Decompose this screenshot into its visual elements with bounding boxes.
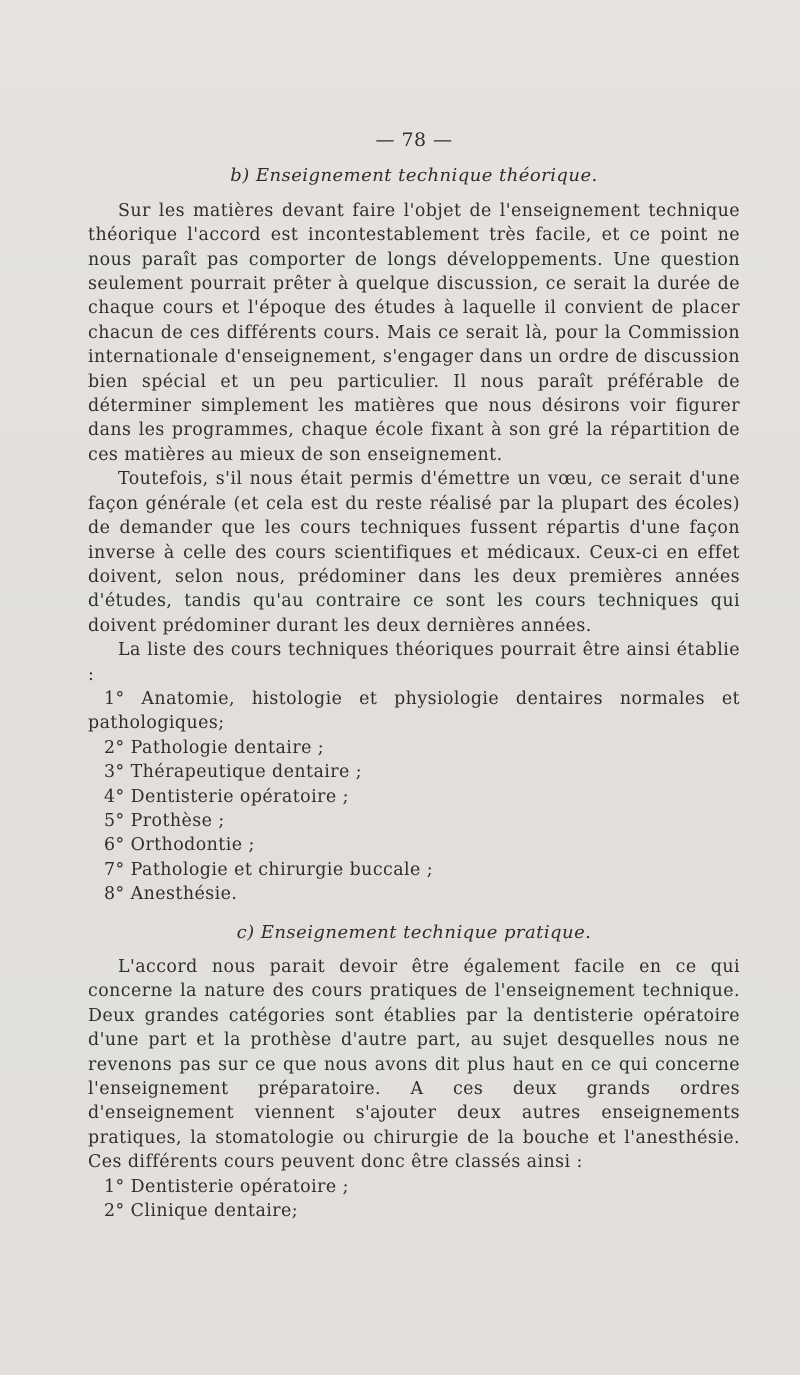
list-item: 8° Anesthésie. xyxy=(104,884,238,905)
list-item: 3° Thérapeutique dentaire ; xyxy=(104,762,363,783)
list-item: 6° Orthodontie ; xyxy=(104,835,255,856)
spacer xyxy=(88,907,740,913)
paragraph: La liste des cours techniques théoriques pourrait être ainsi établie : xyxy=(88,640,740,685)
section-heading-b: b) Enseignement technique théorique. xyxy=(230,165,598,187)
page-text xyxy=(88,128,740,1223)
list-item: 4° Dentisterie opératoire ; xyxy=(104,786,349,807)
paragraph: Sur les matières devant faire l'objet de l'enseignement technique théorique l'accord est incontestablement très facile, et ce point ne nous paraît pas comporter de longs développements. Une question seulement pourrait prêter à quelque discussion, ce serait la durée de chaque cours et l'époque des études à laquelle il convient de placer chacun de ces différents cours. Mais ce serait là, pour la Commission internationale d'enseignement, s'engager dans un ordre de discussion bien spécial et un peu particulier. Il nous paraît préférable de déterminer simplement les matières que nous désirons voir figurer dans les programmes, chaque école fixant à son gré la répartition de ces matières au mieux de son enseignement. xyxy=(88,200,740,465)
paragraph: L'accord nous parait devoir être également facile en ce qui concerne la nature des cours pratiques de l'enseignement technique. Deux grandes catégories sont établies par la dentisterie opératoire d'une part et la prothèse d'autre part, au sujet desquelles nous ne revenons pas sur ce que nous avons dit plus haut en ce qui concerne l'enseignement préparatoire. A ces deux grands ordres d'enseignement viennent s'ajouter deux autres enseignements pratiques, la stomatologie ou chirurgie de la bouche et l'anesthésie. Ces différents cours peuvent donc être classés ainsi : xyxy=(88,957,740,1173)
page-number: — 78 — xyxy=(375,129,453,151)
list-item: 7° Pathologie et chirurgie buccale ; xyxy=(104,859,434,880)
list-item: 5° Prothèse ; xyxy=(104,810,225,831)
paragraph: Toutefois, s'il nous était permis d'émettre un vœu, ce serait d'une façon générale (et cela est du reste réalisé par la plupart des écoles) de demander que les cours techniques fussent répartis d'une façon inverse à celle des cours scientifiques et médicaux. Ceux-ci en effet doivent, selon nous, prédominer dans les deux premières années d'études, tandis qu'au contraire ce sont les cours techniques qui doivent prédominer durant les deux dernières années. xyxy=(88,469,740,636)
section-heading-c: c) Enseignement technique pratique. xyxy=(236,921,592,943)
list-item: 1° Dentisterie opératoire ; xyxy=(104,1176,349,1197)
list-item: 2° Clinique dentaire; xyxy=(104,1201,299,1222)
list-item: 1° Anatomie, histologie et physiologie dentaires normales et pathologiques; xyxy=(88,688,740,734)
list-item: 2° Pathologie dentaire ; xyxy=(104,737,325,758)
